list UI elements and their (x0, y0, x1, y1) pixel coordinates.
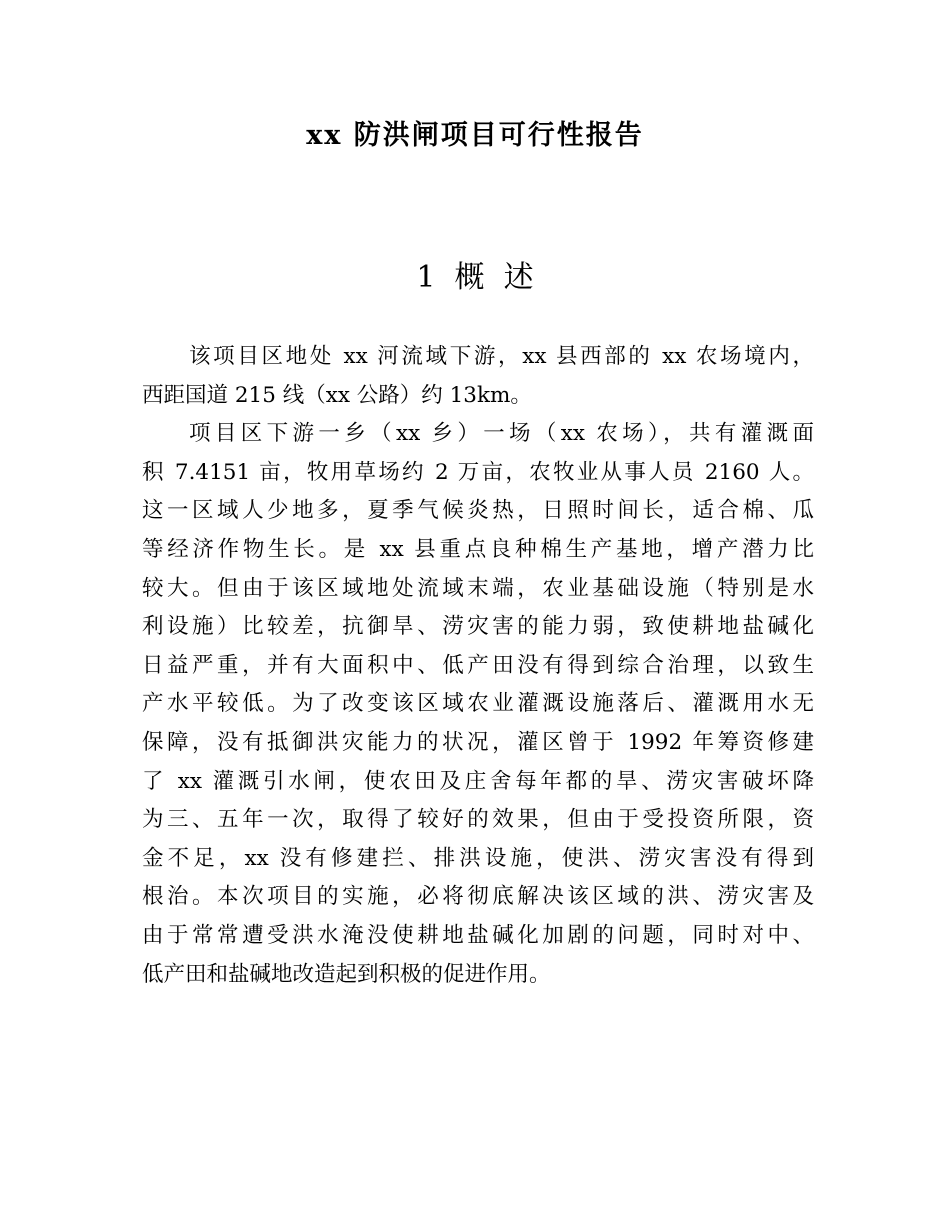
paragraph-line: 保障，没有抵御洪灾能力的状况，灌区曾于 1992 年筹资修建 (142, 729, 814, 755)
paragraph-line: 低产田和盐碱地改造起到积极的促进作用。 (142, 961, 551, 987)
document-title: xx 防洪闸项目可行性报告 (306, 120, 644, 151)
paragraph-line: 金不足，xx 没有修建拦、排洪设施，使洪、涝灾害没有得到 (142, 845, 814, 871)
paragraph-line: 积 7.4151 亩，牧用草场约 2 万亩，农牧业从事人员 2160 人。 (142, 459, 814, 485)
paragraph-line: 由于常常遭受洪水淹没使耕地盐碱化加剧的问题，同时对中、 (142, 922, 814, 948)
paragraph-line: 项目区下游一乡（xx 乡）一场（xx 农场），共有灌溉面 (189, 421, 814, 447)
paragraph-line: 该项目区地处 xx 河流域下游，xx 县西部的 xx 农场境内， (189, 344, 814, 369)
paragraph-line: 等经济作物生长。是 xx 县重点良种棉生产基地，增产潜力比 (142, 536, 814, 562)
section-heading: 1 概 述 (416, 260, 534, 295)
paragraph-line: 产水平较低。为了改变该区域农业灌溉设施落后、灌溉用水无 (142, 691, 814, 717)
paragraph-line: 日益严重，并有大面积中、低产田没有得到综合治理，以致生 (142, 652, 814, 678)
paragraph-line: 利设施）比较差，抗御旱、涝灾害的能力弱，致使耕地盐碱化 (142, 614, 814, 640)
body-text (142, 338, 814, 994)
paragraph-line: 为三、五年一次，取得了较好的效果，但由于受投资所限，资 (142, 807, 814, 833)
paragraph-line: 西距国道 215 线（xx 公路）约 13km。 (142, 382, 532, 408)
paragraph-line: 这一区域人少地多，夏季气候炎热，日照时间长，适合棉、瓜 (142, 498, 814, 524)
paragraph-line: 根治。本次项目的实施，必将彻底解决该区域的洪、涝灾害及 (142, 884, 814, 910)
paragraph-line: 了 xx 灌溉引水闸，使农田及庄舍每年都的旱、涝灾害破坏降 (142, 768, 814, 794)
paragraph-line: 较大。但由于该区域地处流域末端，农业基础设施（特别是水 (142, 575, 814, 601)
